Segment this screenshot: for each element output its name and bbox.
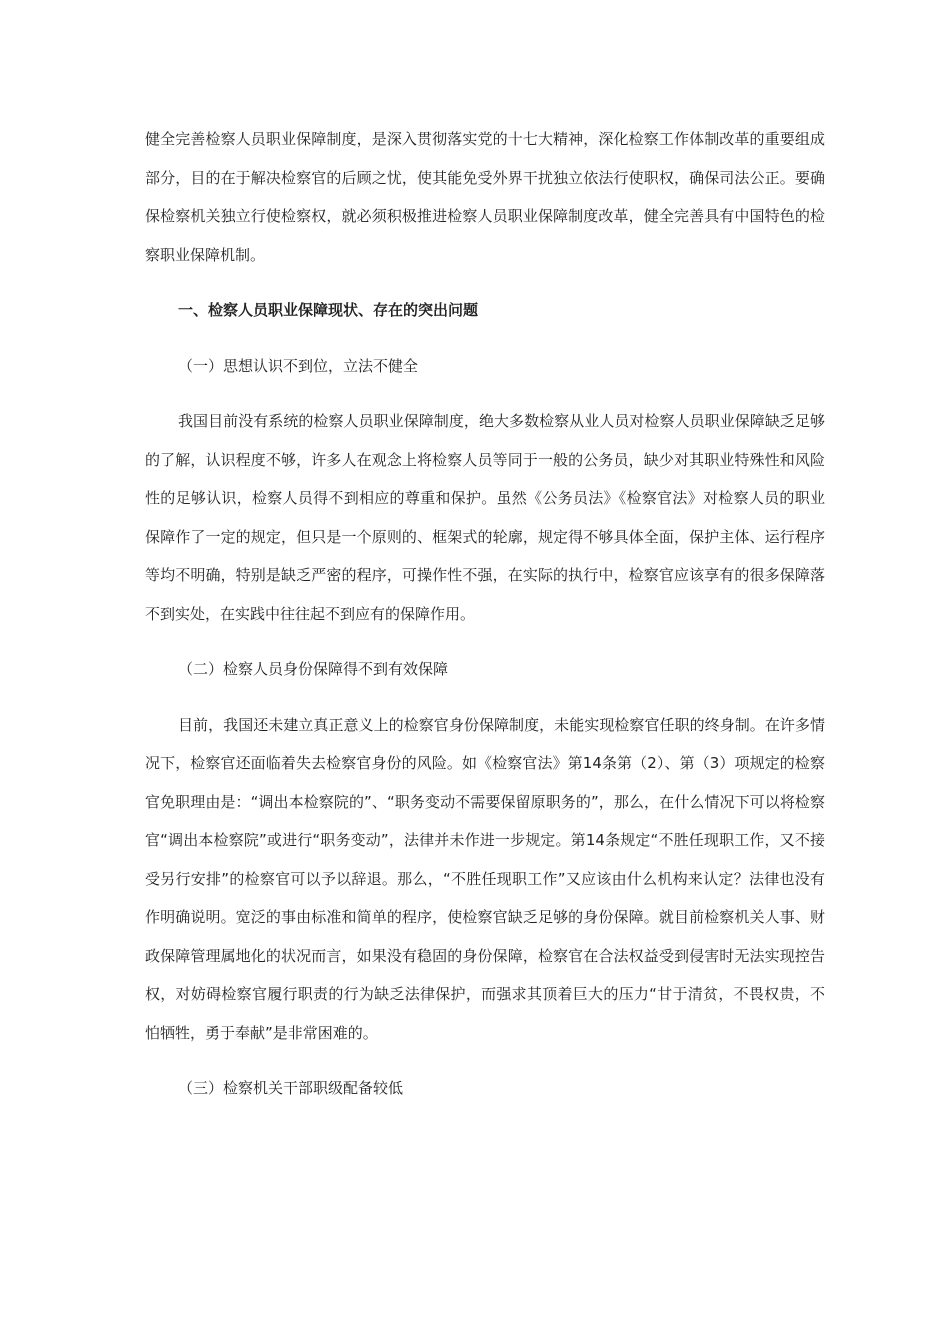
intro-paragraph: 健全完善检察人员职业保障制度，是深入贯彻落实党的十七大精神，深化检察工作体制改革的重要组成部分，目的在于解决检察官的后顾之忧，使其能免受外界干扰独立依法行使职权，确保司法公正。要确保检察机关独立行使检察权，就必须积极推进检察人员职业保障制度改革，健全完善具有中国特色的检察职业保障机制。 bbox=[145, 130, 825, 264]
subsection-heading-2: （二）检察人员身份保障得不到有效保障 bbox=[178, 660, 449, 678]
subsection-heading-3: （三）检察机关干部职级配备较低 bbox=[178, 1079, 404, 1097]
subsection-2-paragraph: 目前，我国还未建立真正意义上的检察官身份保障制度，未能实现检察官任职的终身制。在许多情况下，检察官还面临着失去检察官身份的风险。如《检察官法》第14条第（2）、第（3）项规定的检察官免职理由是：“调出本检察院的”、“职务变动不需要保留原职务的”，那么，在什么情况下可以将检察官“调出本检察院”或进行“职务变动”，法律并未作进一步规定。第14条规定“不胜任现职工作，又不接受另行安排”的检察官可以予以辞退。那么，“不胜任现职工作”又应该由什么机构来认定？法律也没有作明确说明。宽泛的事由标准和简单的程序，使检察官缺乏足够的身份保障。就目前检察机关人事、财政保障管理属地化的状况而言，如果没有稳固的身份保障，检察官在合法权益受到侵害时无法实现控告权，对妨碍检察官履行职责的行为缺乏法律保护，而强求其顶着巨大的压力“甘于清贫，不畏权贵，不怕牺牲，勇于奉献”是非常困难的。 bbox=[145, 715, 825, 1042]
subsection-heading-1: （一）思想认识不到位，立法不健全 bbox=[178, 356, 419, 375]
section-heading-1: 一、检察人员职业保障现状、存在的突出问题 bbox=[178, 301, 479, 319]
subsection-1-paragraph: 我国目前没有系统的检察人员职业保障制度，绝大多数检察从业人员对检察人员职业保障缺乏足够的了解，认识程度不够，许多人在观念上将检察人员等同于一般的公务员，缺少对其职业特殊性和风险性的足够认识，检察人员得不到相应的尊重和保护。虽然《公务员法》《检察官法》对检察人员的职业保障作了一定的规定，但只是一个原则的、框架式的轮廓，规定得不够具体全面，保护主体、运行程序等均不明确，特别是缺乏严密的程序，可操作性不强，在实际的执行中，检察官应该享有的很多保障落不到实处，在实践中往往起不到应有的保障作用。 bbox=[145, 412, 825, 623]
document-page bbox=[145, 120, 825, 1108]
